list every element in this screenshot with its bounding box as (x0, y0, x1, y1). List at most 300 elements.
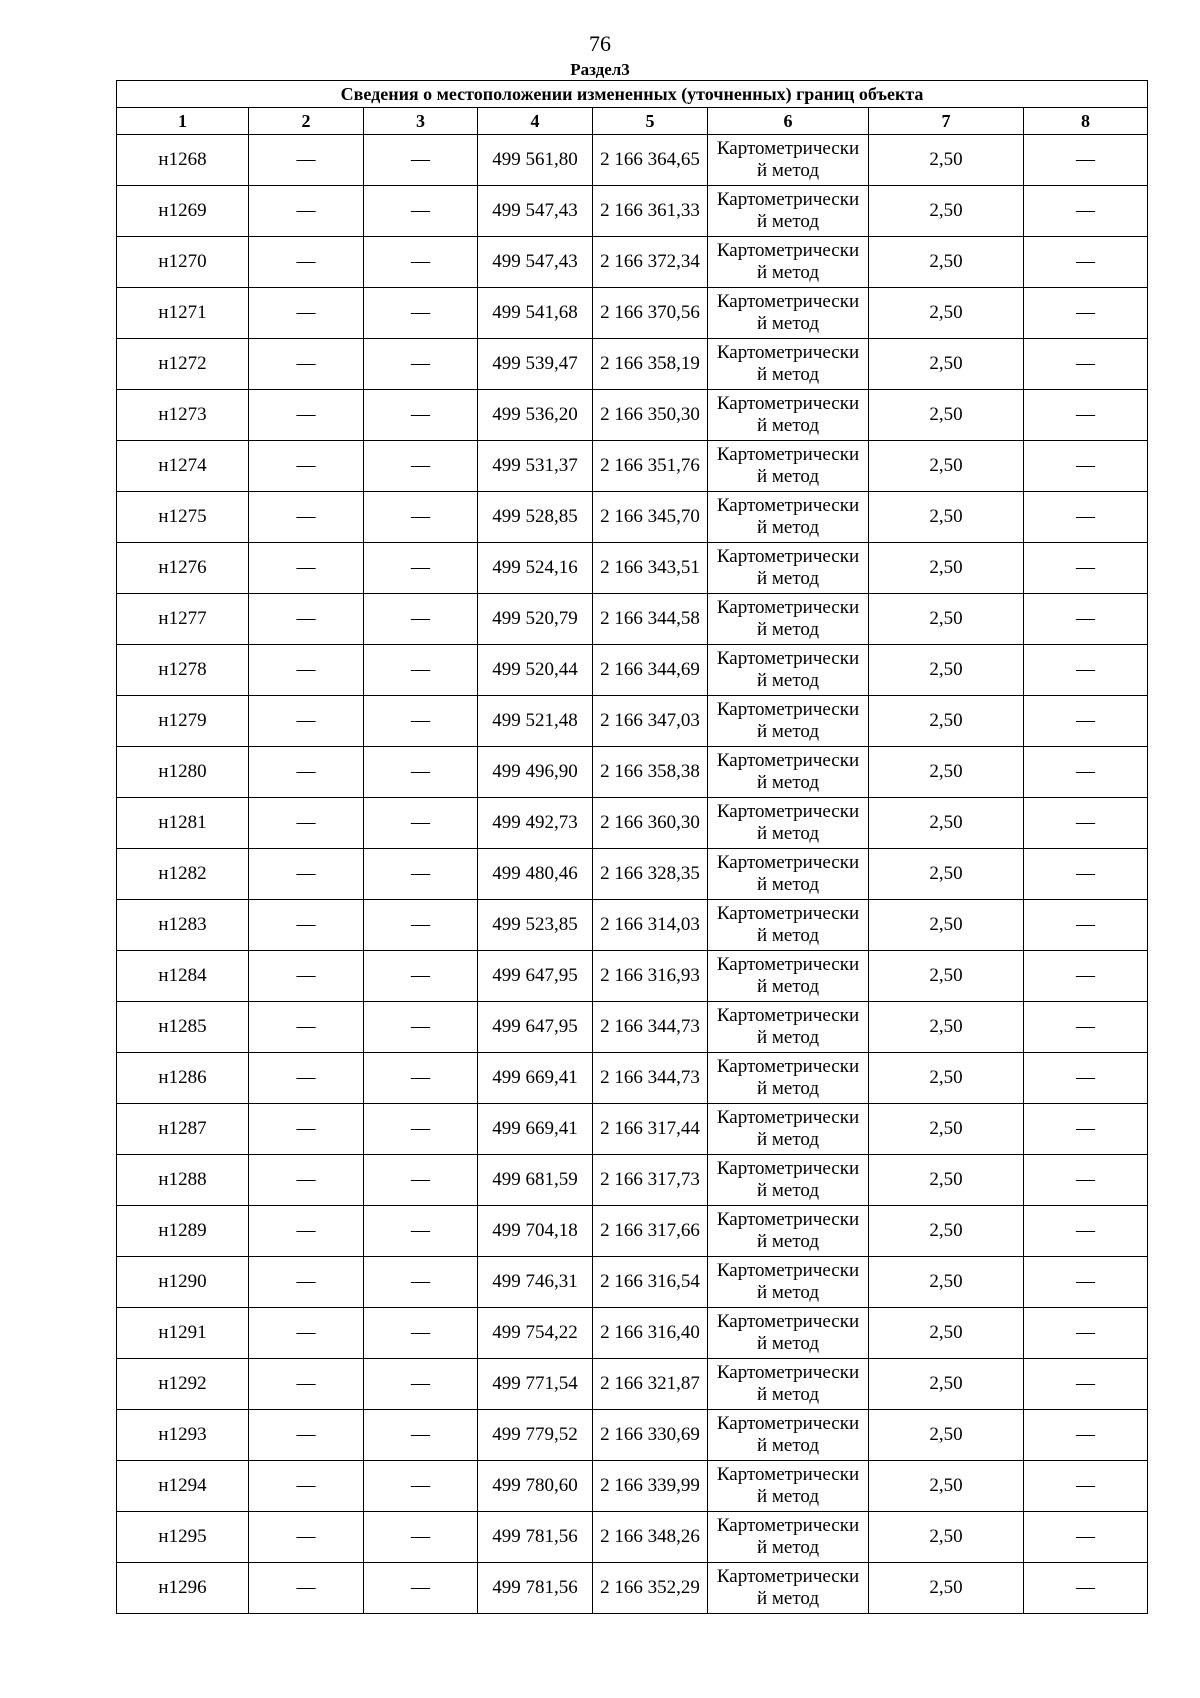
empty-dash-cell: — (249, 747, 364, 798)
empty-dash-cell: — (249, 390, 364, 441)
method-line-1: Картометрически (716, 699, 860, 720)
point-id-cell: н1284 (117, 951, 249, 1002)
table-row (117, 288, 1148, 339)
x-coordinate-cell: 499 647,95 (478, 1002, 593, 1053)
method-line-2: й метод (756, 568, 820, 589)
table-row (117, 1257, 1148, 1308)
empty-dash-cell: — (364, 900, 478, 951)
column-header: 6 (708, 108, 869, 135)
x-coordinate-cell: 499 521,48 (478, 696, 593, 747)
method-line-2: й метод (756, 823, 820, 844)
x-coordinate-cell: 499 541,68 (478, 288, 593, 339)
empty-dash-cell: — (1024, 492, 1148, 543)
y-coordinate-cell: 2 166 372,34 (593, 237, 708, 288)
empty-dash-cell: — (1024, 186, 1148, 237)
accuracy-cell: 2,50 (869, 1206, 1024, 1257)
empty-dash-cell: — (249, 1053, 364, 1104)
accuracy-cell: 2,50 (869, 645, 1024, 696)
method-line-2: й метод (756, 1129, 820, 1150)
table-row (117, 339, 1148, 390)
method-line-1: Картометрически (716, 750, 860, 771)
y-coordinate-cell: 2 166 370,56 (593, 288, 708, 339)
method-line-1: Картометрически (716, 1515, 860, 1536)
empty-dash-cell: — (364, 594, 478, 645)
empty-dash-cell: — (249, 543, 364, 594)
empty-dash-cell: — (1024, 951, 1148, 1002)
accuracy-cell: 2,50 (869, 1410, 1024, 1461)
table-row (117, 798, 1148, 849)
point-id-cell: н1290 (117, 1257, 249, 1308)
empty-dash-cell: — (1024, 645, 1148, 696)
empty-dash-cell: — (249, 135, 364, 186)
table-row (117, 645, 1148, 696)
empty-dash-cell: — (364, 1002, 478, 1053)
y-coordinate-cell: 2 166 347,03 (593, 696, 708, 747)
method-cell (708, 1155, 869, 1206)
x-coordinate-cell: 499 746,31 (478, 1257, 593, 1308)
empty-dash-cell: — (249, 1002, 364, 1053)
x-coordinate-cell: 499 536,20 (478, 390, 593, 441)
x-coordinate-cell: 499 520,44 (478, 645, 593, 696)
method-cell (708, 237, 869, 288)
point-id-cell: н1270 (117, 237, 249, 288)
method-line-1: Картометрически (716, 1056, 860, 1077)
method-line-1: Картометрически (716, 189, 860, 210)
point-id-cell: н1277 (117, 594, 249, 645)
method-cell (708, 1104, 869, 1155)
method-cell (708, 543, 869, 594)
method-line-1: Картометрически (716, 240, 860, 261)
accuracy-cell: 2,50 (869, 1359, 1024, 1410)
method-line-1: Картометрически (716, 1413, 860, 1434)
method-line-1: Картометрически (716, 1158, 860, 1179)
table-row (117, 1053, 1148, 1104)
point-id-cell: н1269 (117, 186, 249, 237)
method-cell (708, 1563, 869, 1614)
y-coordinate-cell: 2 166 339,99 (593, 1461, 708, 1512)
table-row (117, 1206, 1148, 1257)
empty-dash-cell: — (364, 1053, 478, 1104)
accuracy-cell: 2,50 (869, 135, 1024, 186)
table-caption-row (117, 81, 1148, 108)
empty-dash-cell: — (249, 339, 364, 390)
accuracy-cell: 2,50 (869, 798, 1024, 849)
method-line-2: й метод (756, 619, 820, 640)
method-line-1: Картометрически (716, 903, 860, 924)
table-row (117, 1410, 1148, 1461)
y-coordinate-cell: 2 166 361,33 (593, 186, 708, 237)
method-cell (708, 339, 869, 390)
column-header: 1 (117, 108, 249, 135)
table-row (117, 1563, 1148, 1614)
method-line-2: й метод (756, 1027, 820, 1048)
empty-dash-cell: — (1024, 543, 1148, 594)
accuracy-cell: 2,50 (869, 1308, 1024, 1359)
y-coordinate-cell: 2 166 345,70 (593, 492, 708, 543)
accuracy-cell: 2,50 (869, 951, 1024, 1002)
method-line-2: й метод (756, 1435, 820, 1456)
accuracy-cell: 2,50 (869, 900, 1024, 951)
x-coordinate-cell: 499 771,54 (478, 1359, 593, 1410)
empty-dash-cell: — (1024, 390, 1148, 441)
table-row (117, 951, 1148, 1002)
method-cell (708, 696, 869, 747)
empty-dash-cell: — (1024, 441, 1148, 492)
accuracy-cell: 2,50 (869, 1104, 1024, 1155)
x-coordinate-cell: 499 647,95 (478, 951, 593, 1002)
point-id-cell: н1268 (117, 135, 249, 186)
method-cell (708, 645, 869, 696)
method-cell (708, 186, 869, 237)
method-line-2: й метод (756, 772, 820, 793)
method-line-2: й метод (756, 364, 820, 385)
method-cell (708, 798, 869, 849)
empty-dash-cell: — (364, 237, 478, 288)
method-line-1: Картометрически (716, 1566, 860, 1587)
method-cell (708, 1002, 869, 1053)
method-line-1: Картометрически (716, 597, 860, 618)
table-row (117, 543, 1148, 594)
empty-dash-cell: — (249, 645, 364, 696)
column-header: 8 (1024, 108, 1148, 135)
empty-dash-cell: — (1024, 594, 1148, 645)
empty-dash-cell: — (1024, 1053, 1148, 1104)
table-row (117, 900, 1148, 951)
y-coordinate-cell: 2 166 317,66 (593, 1206, 708, 1257)
method-line-1: Картометрически (716, 1260, 860, 1281)
point-id-cell: н1276 (117, 543, 249, 594)
method-cell (708, 1512, 869, 1563)
empty-dash-cell: — (1024, 288, 1148, 339)
x-coordinate-cell: 499 681,59 (478, 1155, 593, 1206)
table-row (117, 696, 1148, 747)
method-line-2: й метод (756, 1282, 820, 1303)
method-cell (708, 1359, 869, 1410)
method-line-2: й метод (756, 262, 820, 283)
empty-dash-cell: — (249, 1410, 364, 1461)
y-coordinate-cell: 2 166 317,73 (593, 1155, 708, 1206)
accuracy-cell: 2,50 (869, 543, 1024, 594)
column-header: 3 (364, 108, 478, 135)
empty-dash-cell: — (249, 1308, 364, 1359)
empty-dash-cell: — (364, 1563, 478, 1614)
y-coordinate-cell: 2 166 316,40 (593, 1308, 708, 1359)
table-row (117, 186, 1148, 237)
empty-dash-cell: — (249, 1257, 364, 1308)
empty-dash-cell: — (249, 849, 364, 900)
empty-dash-cell: — (249, 951, 364, 1002)
page-number: 76 (589, 31, 611, 56)
empty-dash-cell: — (364, 696, 478, 747)
empty-dash-cell: — (364, 1104, 478, 1155)
coordinates-table (116, 80, 1148, 1614)
method-line-2: й метод (756, 874, 820, 895)
empty-dash-cell: — (249, 237, 364, 288)
empty-dash-cell: — (1024, 135, 1148, 186)
table-row (117, 594, 1148, 645)
accuracy-cell: 2,50 (869, 1257, 1024, 1308)
y-coordinate-cell: 2 166 321,87 (593, 1359, 708, 1410)
empty-dash-cell: — (364, 747, 478, 798)
empty-dash-cell: — (364, 135, 478, 186)
empty-dash-cell: — (364, 1308, 478, 1359)
y-coordinate-cell: 2 166 364,65 (593, 135, 708, 186)
method-line-2: й метод (756, 670, 820, 691)
empty-dash-cell: — (364, 1410, 478, 1461)
y-coordinate-cell: 2 166 352,29 (593, 1563, 708, 1614)
method-cell (708, 1308, 869, 1359)
x-coordinate-cell: 499 781,56 (478, 1512, 593, 1563)
x-coordinate-cell: 499 669,41 (478, 1053, 593, 1104)
point-id-cell: н1295 (117, 1512, 249, 1563)
x-coordinate-cell: 499 779,52 (478, 1410, 593, 1461)
method-line-1: Картометрически (716, 546, 860, 567)
method-line-1: Картометрически (716, 444, 860, 465)
empty-dash-cell: — (249, 1104, 364, 1155)
empty-dash-cell: — (249, 1206, 364, 1257)
point-id-cell: н1275 (117, 492, 249, 543)
method-line-1: Картометрически (716, 495, 860, 516)
empty-dash-cell: — (249, 594, 364, 645)
x-coordinate-cell: 499 669,41 (478, 1104, 593, 1155)
x-coordinate-cell: 499 523,85 (478, 900, 593, 951)
empty-dash-cell: — (364, 288, 478, 339)
column-header: 5 (593, 108, 708, 135)
point-id-cell: н1278 (117, 645, 249, 696)
empty-dash-cell: — (364, 1206, 478, 1257)
method-line-2: й метод (756, 1078, 820, 1099)
accuracy-cell: 2,50 (869, 1563, 1024, 1614)
empty-dash-cell: — (364, 390, 478, 441)
empty-dash-cell: — (364, 1359, 478, 1410)
method-line-2: й метод (756, 415, 820, 436)
empty-dash-cell: — (1024, 237, 1148, 288)
accuracy-cell: 2,50 (869, 1155, 1024, 1206)
table-row (117, 1461, 1148, 1512)
empty-dash-cell: — (249, 492, 364, 543)
method-cell (708, 951, 869, 1002)
empty-dash-cell: — (1024, 1206, 1148, 1257)
y-coordinate-cell: 2 166 348,26 (593, 1512, 708, 1563)
x-coordinate-cell: 499 754,22 (478, 1308, 593, 1359)
method-cell (708, 849, 869, 900)
point-id-cell: н1285 (117, 1002, 249, 1053)
method-cell (708, 390, 869, 441)
point-id-cell: н1274 (117, 441, 249, 492)
y-coordinate-cell: 2 166 314,03 (593, 900, 708, 951)
x-coordinate-cell: 499 480,46 (478, 849, 593, 900)
accuracy-cell: 2,50 (869, 1053, 1024, 1104)
x-coordinate-cell: 499 492,73 (478, 798, 593, 849)
y-coordinate-cell: 2 166 360,30 (593, 798, 708, 849)
column-header: 2 (249, 108, 364, 135)
x-coordinate-cell: 499 547,43 (478, 237, 593, 288)
x-coordinate-cell: 499 704,18 (478, 1206, 593, 1257)
x-coordinate-cell: 499 528,85 (478, 492, 593, 543)
method-cell (708, 492, 869, 543)
x-coordinate-cell: 499 524,16 (478, 543, 593, 594)
y-coordinate-cell: 2 166 343,51 (593, 543, 708, 594)
accuracy-cell: 2,50 (869, 747, 1024, 798)
point-id-cell: н1279 (117, 696, 249, 747)
empty-dash-cell: — (364, 543, 478, 594)
method-line-2: й метод (756, 466, 820, 487)
table-row (117, 1359, 1148, 1410)
accuracy-cell: 2,50 (869, 696, 1024, 747)
y-coordinate-cell: 2 166 344,73 (593, 1053, 708, 1104)
y-coordinate-cell: 2 166 316,54 (593, 1257, 708, 1308)
accuracy-cell: 2,50 (869, 288, 1024, 339)
x-coordinate-cell: 499 496,90 (478, 747, 593, 798)
point-id-cell: н1291 (117, 1308, 249, 1359)
method-line-2: й метод (756, 211, 820, 232)
empty-dash-cell: — (1024, 1257, 1148, 1308)
y-coordinate-cell: 2 166 316,93 (593, 951, 708, 1002)
method-cell (708, 1206, 869, 1257)
table-row (117, 1308, 1148, 1359)
table-row (117, 237, 1148, 288)
empty-dash-cell: — (1024, 1155, 1148, 1206)
method-line-1: Картометрически (716, 291, 860, 312)
method-line-1: Картометрически (716, 1362, 860, 1383)
accuracy-cell: 2,50 (869, 237, 1024, 288)
empty-dash-cell: — (364, 951, 478, 1002)
empty-dash-cell: — (249, 1512, 364, 1563)
y-coordinate-cell: 2 166 330,69 (593, 1410, 708, 1461)
empty-dash-cell: — (249, 1359, 364, 1410)
empty-dash-cell: — (249, 798, 364, 849)
table-row (117, 390, 1148, 441)
empty-dash-cell: — (364, 492, 478, 543)
method-line-2: й метод (756, 517, 820, 538)
method-line-2: й метод (756, 313, 820, 334)
method-cell (708, 288, 869, 339)
table-caption: Сведения о местоположении измененных (уточненных) границ объекта (117, 81, 1148, 108)
table-row (117, 747, 1148, 798)
method-line-1: Картометрически (716, 138, 860, 159)
x-coordinate-cell: 499 531,37 (478, 441, 593, 492)
accuracy-cell: 2,50 (869, 390, 1024, 441)
method-line-2: й метод (756, 1486, 820, 1507)
point-id-cell: н1294 (117, 1461, 249, 1512)
method-cell (708, 135, 869, 186)
empty-dash-cell: — (1024, 1308, 1148, 1359)
empty-dash-cell: — (364, 645, 478, 696)
x-coordinate-cell: 499 547,43 (478, 186, 593, 237)
point-id-cell: н1288 (117, 1155, 249, 1206)
method-cell (708, 594, 869, 645)
x-coordinate-cell: 499 561,80 (478, 135, 593, 186)
y-coordinate-cell: 2 166 344,58 (593, 594, 708, 645)
accuracy-cell: 2,50 (869, 441, 1024, 492)
empty-dash-cell: — (249, 288, 364, 339)
accuracy-cell: 2,50 (869, 1461, 1024, 1512)
table-header-row (117, 108, 1148, 135)
y-coordinate-cell: 2 166 317,44 (593, 1104, 708, 1155)
method-line-1: Картометрически (716, 1464, 860, 1485)
empty-dash-cell: — (1024, 339, 1148, 390)
method-line-1: Картометрически (716, 1005, 860, 1026)
y-coordinate-cell: 2 166 344,73 (593, 1002, 708, 1053)
method-line-2: й метод (756, 1180, 820, 1201)
y-coordinate-cell: 2 166 358,38 (593, 747, 708, 798)
point-id-cell: н1289 (117, 1206, 249, 1257)
empty-dash-cell: — (1024, 1563, 1148, 1614)
section-title: Раздел3 (570, 60, 630, 79)
method-line-1: Картометрически (716, 1209, 860, 1230)
table-row (117, 1155, 1148, 1206)
method-line-1: Картометрически (716, 1107, 860, 1128)
y-coordinate-cell: 2 166 358,19 (593, 339, 708, 390)
table-row (117, 441, 1148, 492)
method-cell (708, 1053, 869, 1104)
accuracy-cell: 2,50 (869, 1002, 1024, 1053)
empty-dash-cell: — (1024, 1002, 1148, 1053)
x-coordinate-cell: 499 520,79 (478, 594, 593, 645)
method-line-2: й метод (756, 1384, 820, 1405)
table-row (117, 135, 1148, 186)
point-id-cell: н1271 (117, 288, 249, 339)
accuracy-cell: 2,50 (869, 186, 1024, 237)
point-id-cell: н1272 (117, 339, 249, 390)
point-id-cell: н1287 (117, 1104, 249, 1155)
empty-dash-cell: — (249, 696, 364, 747)
empty-dash-cell: — (364, 186, 478, 237)
y-coordinate-cell: 2 166 328,35 (593, 849, 708, 900)
accuracy-cell: 2,50 (869, 849, 1024, 900)
method-line-2: й метод (756, 721, 820, 742)
table-row (117, 492, 1148, 543)
table-row (117, 1002, 1148, 1053)
empty-dash-cell: — (1024, 1410, 1148, 1461)
method-line-1: Картометрически (716, 342, 860, 363)
empty-dash-cell: — (364, 798, 478, 849)
empty-dash-cell: — (1024, 1359, 1148, 1410)
empty-dash-cell: — (364, 1512, 478, 1563)
method-line-2: й метод (756, 1537, 820, 1558)
method-cell (708, 441, 869, 492)
x-coordinate-cell: 499 539,47 (478, 339, 593, 390)
method-line-1: Картометрически (716, 393, 860, 414)
method-line-2: й метод (756, 1231, 820, 1252)
empty-dash-cell: — (1024, 747, 1148, 798)
accuracy-cell: 2,50 (869, 492, 1024, 543)
method-cell (708, 900, 869, 951)
empty-dash-cell: — (1024, 1104, 1148, 1155)
empty-dash-cell: — (364, 1155, 478, 1206)
method-cell (708, 747, 869, 798)
empty-dash-cell: — (249, 1155, 364, 1206)
empty-dash-cell: — (1024, 1512, 1148, 1563)
empty-dash-cell: — (364, 849, 478, 900)
accuracy-cell: 2,50 (869, 339, 1024, 390)
method-line-2: й метод (756, 1588, 820, 1609)
empty-dash-cell: — (364, 1461, 478, 1512)
method-line-1: Картометрически (716, 648, 860, 669)
table-row (117, 1512, 1148, 1563)
accuracy-cell: 2,50 (869, 1512, 1024, 1563)
table-row (117, 849, 1148, 900)
x-coordinate-cell: 499 781,56 (478, 1563, 593, 1614)
empty-dash-cell: — (1024, 900, 1148, 951)
x-coordinate-cell: 499 780,60 (478, 1461, 593, 1512)
point-id-cell: н1283 (117, 900, 249, 951)
point-id-cell: н1280 (117, 747, 249, 798)
empty-dash-cell: — (364, 441, 478, 492)
method-line-2: й метод (756, 160, 820, 181)
point-id-cell: н1292 (117, 1359, 249, 1410)
y-coordinate-cell: 2 166 344,69 (593, 645, 708, 696)
